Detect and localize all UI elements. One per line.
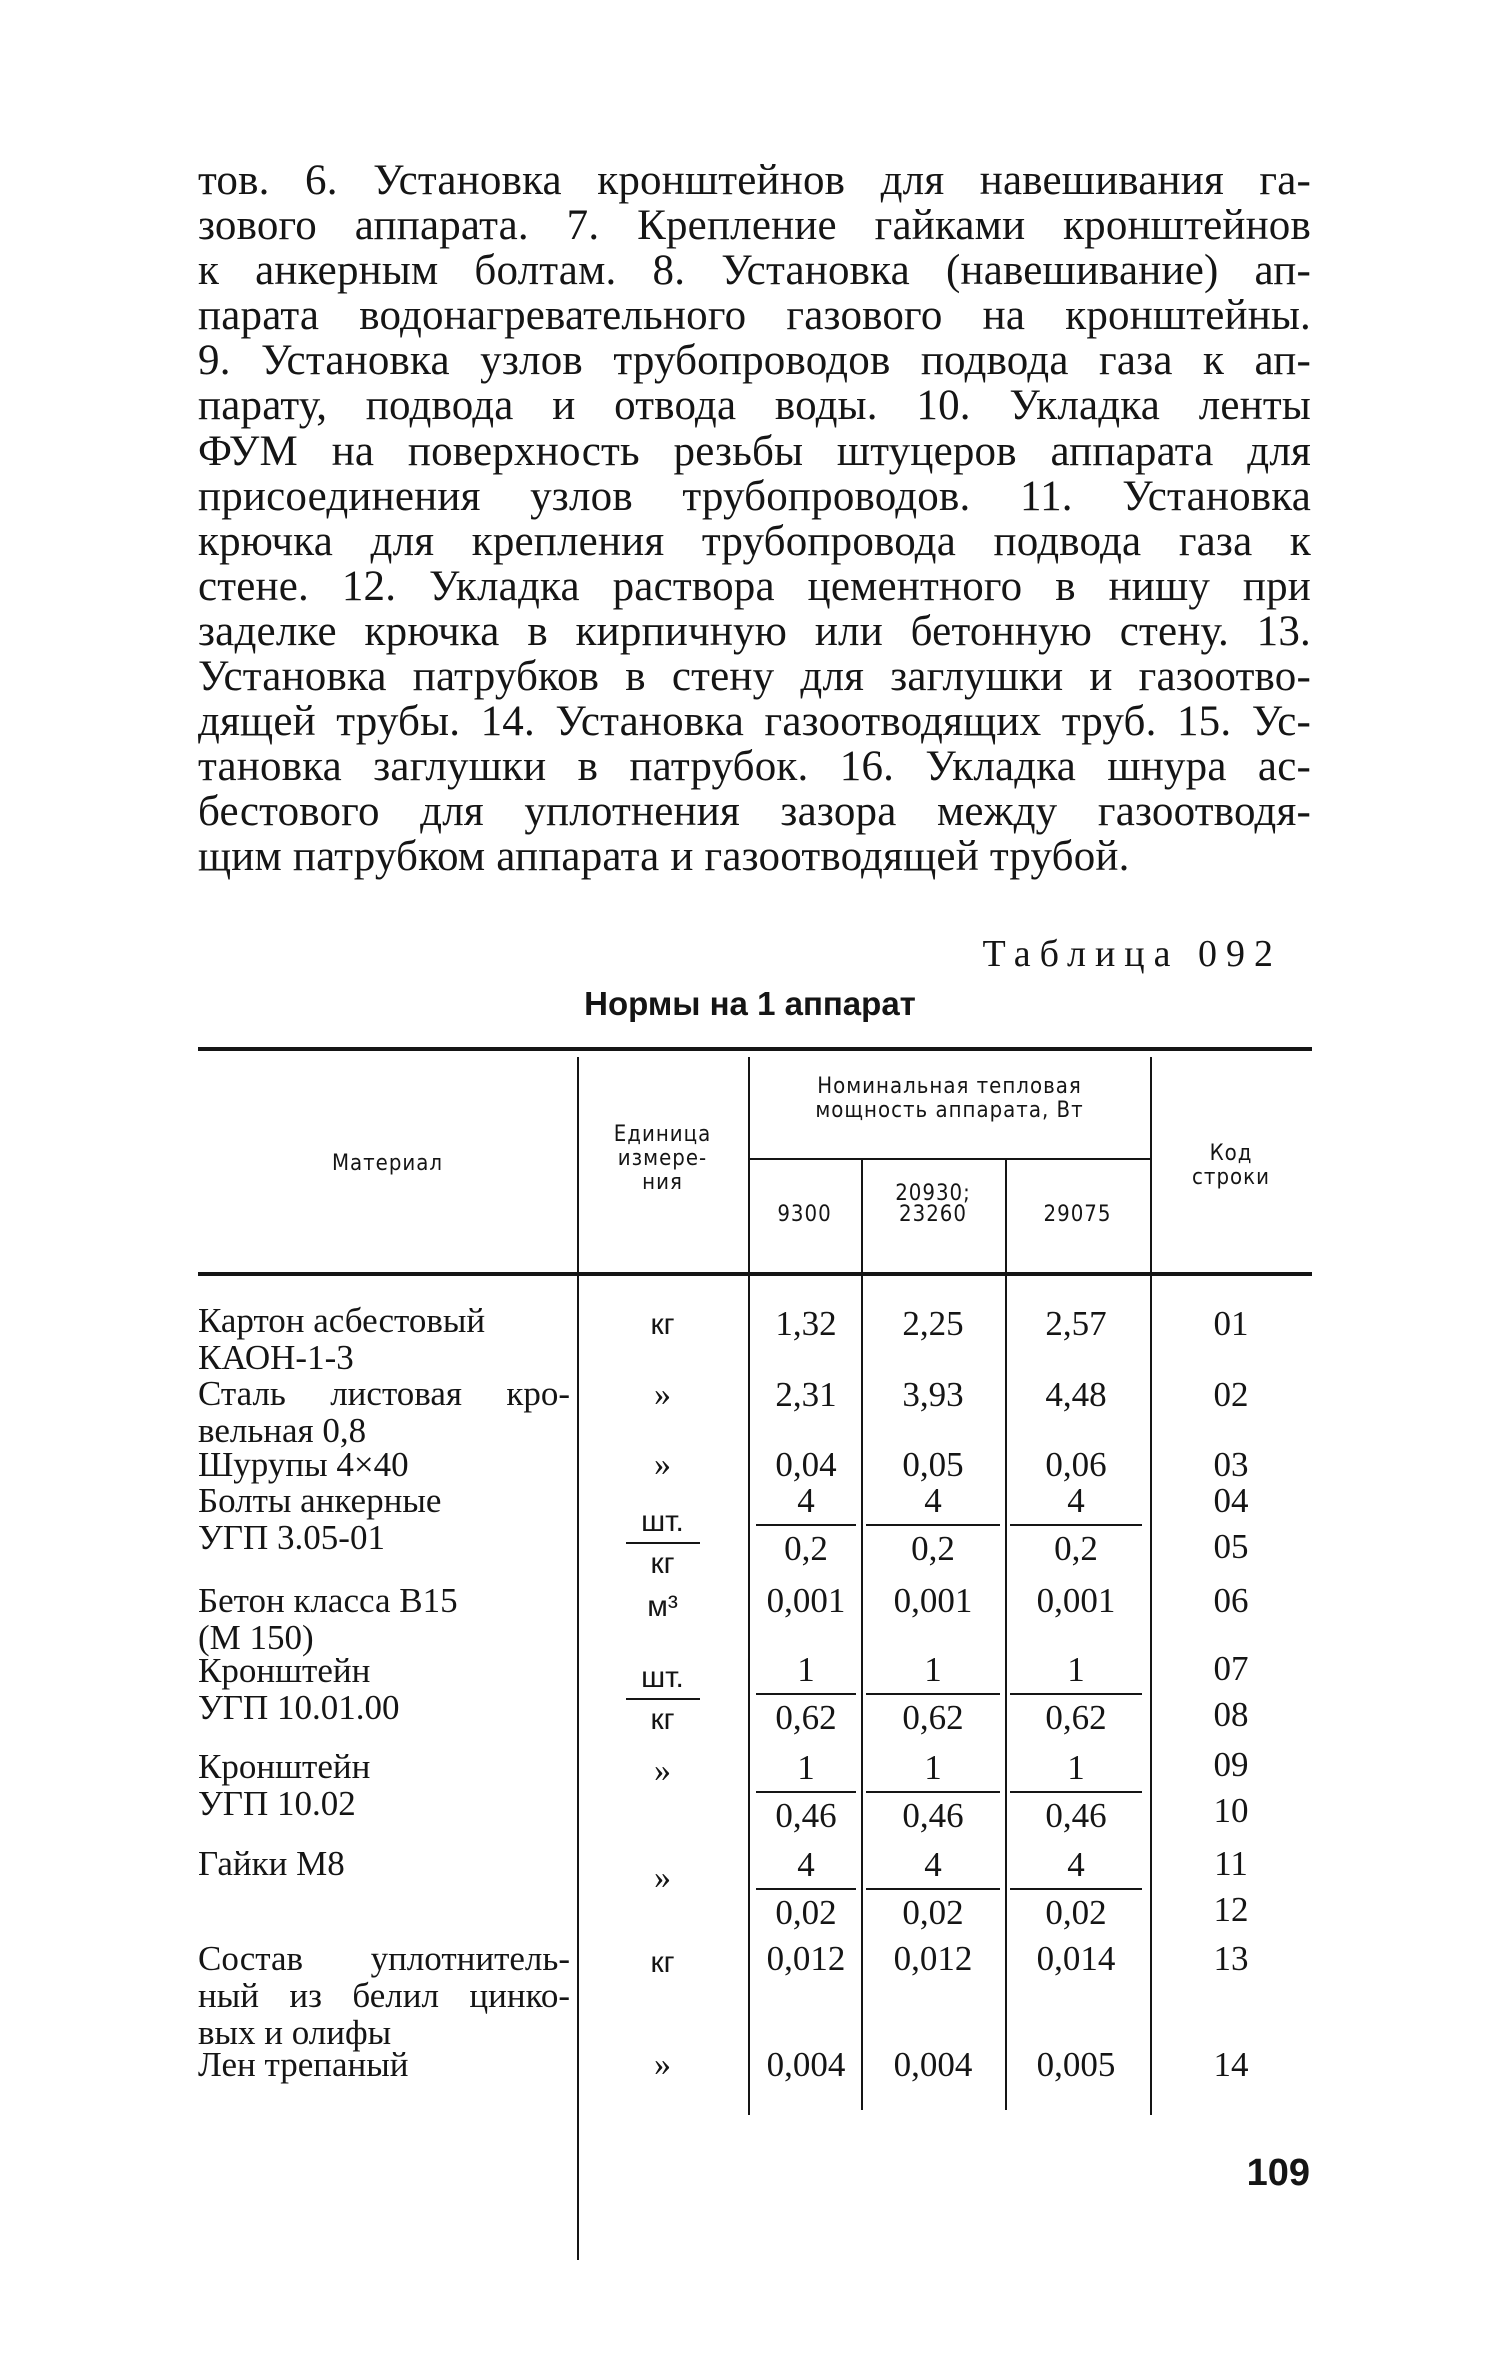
body-paragraph xyxy=(198,158,1311,880)
row-code: 03 xyxy=(1213,1445,1249,1484)
row-code: 06 xyxy=(1213,1581,1249,1620)
row-unit: » xyxy=(654,2046,671,2083)
row-value-9300-fraction: 1 0,46 xyxy=(756,1745,856,1839)
table-header-rule xyxy=(198,1272,1312,1276)
row-material: Лен трепаный xyxy=(198,2045,409,2084)
row-material: Бетон класса В15 (М 150) xyxy=(198,1581,458,1657)
paragraph-line: тов. 6. Установка кронштейнов для навешивания га- xyxy=(198,157,1311,204)
header-power-29075: 29075 xyxy=(1043,1202,1112,1227)
row-material: Шурупы 4×40 xyxy=(198,1445,409,1484)
header-power-20930-23260: 20930; 23260 xyxy=(895,1181,971,1227)
row-value-20930: 0,001 xyxy=(893,1581,973,1620)
paragraph-line: заделке крючка в кирпичную или бетонную стену. 13. xyxy=(198,607,1311,655)
header-unit: Единица измере- ния xyxy=(613,1122,712,1195)
row-code: 12 xyxy=(1213,1890,1249,1929)
row-code: 02 xyxy=(1213,1375,1249,1414)
row-unit: кг xyxy=(650,1946,675,1979)
row-value-20930: 0,012 xyxy=(893,1939,973,1978)
row-value-9300: 1,32 xyxy=(775,1304,837,1343)
paragraph-line: дящей трубы. 14. Установка газоотводящих труб. 15. Ус- xyxy=(198,698,1311,746)
row-code: 13 xyxy=(1213,1939,1249,1978)
row-unit: м³ xyxy=(647,1590,678,1623)
paragraph-line: зового аппарата. 7. Крепление гайками кронштейнов xyxy=(198,202,1311,250)
row-value-29075: 4,48 xyxy=(1045,1375,1107,1414)
row-value-29075: 0,014 xyxy=(1036,1939,1116,1978)
row-value-20930: 3,93 xyxy=(902,1375,964,1414)
row-value-29075: 0,005 xyxy=(1036,2045,1116,2084)
row-code: 10 xyxy=(1213,1791,1249,1830)
paragraph-line: ФУМ на поверхность резьбы штуцеров аппарата для xyxy=(198,427,1311,475)
power-subheader-rule xyxy=(748,1158,1151,1160)
row-value-9300: 0,012 xyxy=(766,1939,846,1978)
row-material: Сталь листовая кро- вельная 0,8 xyxy=(198,1374,570,1450)
row-unit: » xyxy=(654,1376,671,1413)
row-value-9300-fraction: 4 0,2 xyxy=(756,1478,856,1572)
row-value-9300-fraction: 1 0,62 xyxy=(756,1647,856,1741)
paragraph-line: парата водонагревательного газового на кронштейны. xyxy=(198,292,1311,340)
row-material: Кронштейн УГП 10.01.00 xyxy=(198,1651,400,1727)
row-value-20930-fraction: 1 0,46 xyxy=(866,1745,1000,1839)
row-code: 09 xyxy=(1213,1745,1249,1784)
table-title: Нормы на 1 аппарат xyxy=(584,985,916,1022)
row-unit-fraction: шт. кг xyxy=(577,1502,748,1584)
column-divider xyxy=(861,1160,863,2110)
row-value-9300: 0,04 xyxy=(775,1445,837,1484)
row-code: 14 xyxy=(1213,2045,1249,2084)
paragraph-line: крючка для крепления трубопровода подвода газа к xyxy=(198,517,1311,565)
row-code: 07 xyxy=(1213,1649,1249,1688)
row-value-29075: 0,06 xyxy=(1045,1445,1107,1484)
table-top-rule xyxy=(198,1047,1312,1051)
row-value-20930: 0,004 xyxy=(893,2045,973,2084)
row-material: Кронштейн УГП 10.02 xyxy=(198,1747,371,1823)
row-material: Состав уплотнитель- ный из белил цинко- вых и олифы xyxy=(198,1939,570,2052)
paragraph-line: щим патрубком аппарата и газоотводящей трубой. xyxy=(198,833,1130,881)
row-unit: » xyxy=(654,1446,671,1483)
paragraph-line: парату, подвода и отвода воды. 10. Укладка ленты xyxy=(198,382,1311,430)
row-material: Картон асбестовый КАОН-1-3 xyxy=(198,1301,486,1377)
row-value-9300: 0,001 xyxy=(766,1581,846,1620)
paragraph-line: бестового для уплотнения зазора между газоотводя- xyxy=(198,788,1311,836)
paragraph-line: Установка патрубков в стену для заглушки и газоотво- xyxy=(198,653,1311,701)
row-code: 05 xyxy=(1213,1527,1249,1566)
paragraph-line: стене. 12. Укладка раствора цементного в нишу при xyxy=(198,562,1311,610)
row-value-29075-fraction: 1 0,62 xyxy=(1010,1647,1142,1741)
table-number-label: Таблица 092 xyxy=(982,933,1282,975)
header-power-9300: 9300 xyxy=(777,1202,832,1227)
paragraph-line: присоединения узлов трубопроводов. 11. Установка xyxy=(198,472,1311,520)
paragraph-line: к анкерным болтам. 8. Установка (навешивание) ап- xyxy=(198,247,1311,295)
row-material: Гайки М8 xyxy=(198,1844,345,1883)
row-code: 04 xyxy=(1213,1481,1249,1520)
row-value-20930: 0,05 xyxy=(902,1445,964,1484)
row-value-29075: 2,57 xyxy=(1045,1304,1107,1343)
row-value-9300-fraction: 4 0,02 xyxy=(756,1842,856,1936)
paragraph-line: 9. Установка узлов трубопроводов подвода газа к ап- xyxy=(198,337,1311,385)
row-value-20930: 2,25 xyxy=(902,1304,964,1343)
row-value-20930-fraction: 4 0,2 xyxy=(866,1478,1000,1572)
row-unit: » xyxy=(654,1752,671,1789)
row-value-29075-fraction: 4 0,02 xyxy=(1010,1842,1142,1936)
row-unit: кг xyxy=(650,1308,675,1341)
row-value-20930-fraction: 1 0,62 xyxy=(866,1647,1000,1741)
row-material: Болты анкерные УГП 3.05-01 xyxy=(198,1481,442,1557)
row-value-9300: 2,31 xyxy=(775,1375,837,1414)
header-power: Номинальная тепловая мощность аппарата, Вт xyxy=(815,1074,1084,1123)
row-unit: » xyxy=(654,1859,671,1896)
row-code: 08 xyxy=(1213,1695,1249,1734)
row-value-29075-fraction: 1 0,46 xyxy=(1010,1745,1142,1839)
page-number: 109 xyxy=(1246,2152,1310,2194)
row-value-29075-fraction: 4 0,2 xyxy=(1010,1478,1142,1572)
paragraph-line: тановка заглушки в патрубок. 16. Укладка шнура ас- xyxy=(198,743,1311,791)
header-code: Код строки xyxy=(1192,1141,1270,1190)
header-material: Материал xyxy=(331,1151,444,1176)
row-code: 11 xyxy=(1214,1844,1248,1883)
row-value-20930-fraction: 4 0,02 xyxy=(866,1842,1000,1936)
row-code: 01 xyxy=(1213,1304,1249,1343)
row-unit-fraction: шт. кг xyxy=(577,1658,748,1740)
row-value-29075: 0,001 xyxy=(1036,1581,1116,1620)
row-value-9300: 0,004 xyxy=(766,2045,846,2084)
column-divider xyxy=(1005,1160,1007,2110)
